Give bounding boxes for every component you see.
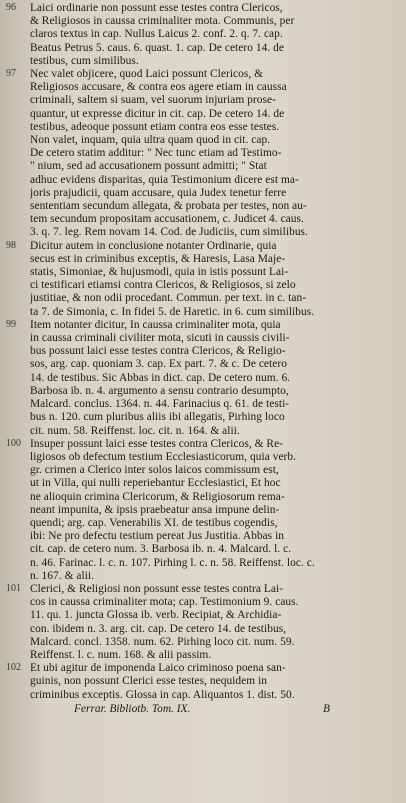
footer-signature: Ferrar. Bibliotb. Tom. IX. [74, 702, 191, 715]
text-line: statis, Simoniae, & hujusmodi, quia in istis possunt Lai- [30, 266, 289, 279]
text-line: sententiam secundum allegata, & probata per testes, non au- [30, 200, 307, 213]
paragraph-number: 96 [6, 2, 16, 13]
paragraph [6, 239, 400, 319]
text-line: Item notanter dicitur, In caussa criminaliter mota, quia [30, 318, 281, 331]
text-line: neant impunita, & ipsis praebeatur ansa impune delin- [30, 503, 280, 516]
text-line: bus possunt laici esse testes contra Clericos, & Religio- [30, 345, 286, 358]
text-line: guinis, non possunt Clerici esse testes, nequidem in [30, 675, 268, 688]
text-line: Malcard. concl. 1358. num. 62. Pirhing loco cit. num. 59. [30, 635, 295, 648]
paragraph-number: 98 [6, 239, 16, 251]
text-line: testibus, cum similibus. [30, 54, 139, 67]
text-line: Non valet, inquam, quia ultra quam quod in cit. cap. [30, 134, 271, 147]
text-line: criminibus exceptis. Glossa in cap. Aliquantos 1. dist. 50. [30, 688, 295, 701]
text-line: Clerici, & Religiosi non possunt esse testes contra Lai- [30, 582, 284, 595]
text-line: ut in Villa, qui nulli reperiebantur Ecclesiastici, Et hoc [30, 477, 281, 490]
text-line: " nium, sed ad accusationem possunt admitti; " Stat [30, 160, 267, 173]
text-line: testibus, adeoque possunt etiam contra eos esse testes. [30, 120, 280, 133]
text-line: 3. q. 7. leg. Rem novam 14. Cod. de Judiciis, cum similibus. [30, 226, 308, 239]
text-line: adhuc evidens disparitas, quia Testimonium dicere est ma- [30, 173, 299, 186]
paragraph-number: 102 [6, 662, 21, 674]
text-line: & Religiosos in caussa criminaliter mota. Communis, per [30, 15, 295, 28]
text-line: cos in caussa criminaliter mota; cap. Testimonium 9. caus. [30, 596, 299, 609]
text-line: bus n. 120. cum pluribus aliis ibi allegatis, Pirhing loco [30, 411, 285, 424]
text-line: Et ubi agitur de imponenda Laico criminoso poena san- [30, 662, 286, 675]
text-line: quantur, ut expresse dicitur in cit. cap. De cetero 14. de [30, 107, 285, 120]
text-line: criminali, saltem si suam, vel suorum injuriam prose- [30, 94, 276, 107]
text-line: con. ibidem n. 3. arg. cit. cap. De cetero 14. de testibus, [30, 622, 287, 635]
paragraph [6, 582, 400, 662]
text-line: Insuper possunt laici esse testes contra Clericos, & Re- [30, 437, 284, 450]
paragraph [6, 68, 400, 240]
text-line: cit. num. 58. Reiffenst. loc. cit. n. 164. & alii. [30, 424, 240, 437]
text-line: justitiae, & non odii procedant. Commun. per text. in c. tan- [30, 292, 307, 305]
text-line: Barbosa ib. n. 4. argumento a sensu contrario desumpto, [30, 384, 289, 397]
paragraph [6, 318, 400, 438]
text-line: Dicitur autem in conclusione notanter Ordinarie, quia [30, 239, 277, 252]
text-line: tem secundum propositam accusationem, c. Judicet 4. caus. [30, 213, 304, 226]
text-line: Religiosos accusare, & contra eos agere etiam in caussa [30, 81, 287, 94]
paragraph [6, 2, 400, 68]
text-line: secus est in criminibus exceptis, & Haresis, Lasa Maje- [30, 252, 286, 265]
text-line: 11. qu. 1. juncta Glossa ib. verb. Recipiat, & Archidia- [30, 609, 282, 622]
text-line: Nec valet objicere, quod Laici possunt Clericos, & [30, 68, 264, 81]
text-line: Reiffenst. l. c. num. 168. & alii passim. [30, 648, 212, 661]
footer-gathering-mark: B [323, 702, 330, 715]
text-line: Malcard. conclus. 1364. n. 44. Farinacius q. 61. de testi- [30, 398, 290, 411]
text-line: ta 7. de Simonia, c. In fidei 5. de Haretic. in 6. cum similibus. [30, 305, 315, 318]
paragraph-number: 99 [6, 318, 16, 330]
text-line: 14. de testibus. Sic Abbas in dict. cap. De cetero num. 6. [30, 371, 291, 384]
text-line: n. 46. Farinac. l. c. n. 107. Pirhing l. c. n. 58. Reiffenst. loc. c. [30, 556, 315, 569]
text-line: De cetero statim additur: " Nec tunc etiam ad Testimo- [30, 147, 282, 160]
text-line: quendi; arg. cap. Venerabilis XI. de testibus cogendis, [30, 516, 278, 529]
paragraph-number: 100 [6, 437, 21, 449]
text-line: ibi: Ne pro defectu testium pereat Jus Justitia. Abbas in [30, 530, 285, 543]
text-line: Beatus Petrus 5. caus. 6. quast. 1. cap. De cetero 14. de [30, 41, 285, 54]
paragraph [6, 662, 400, 702]
text-line: joris prajudicii, quam accusare, quia Judex tenetur ferre [30, 186, 287, 199]
text-line: Laici ordinarie non possunt esse testes contra Clericos, [30, 2, 283, 14]
text-line: ne alioquin crimina Clericorum, & Religiosorum rema- [30, 490, 285, 503]
paragraph [6, 437, 400, 583]
text-line: n. 167. & alii. [30, 569, 95, 582]
paragraph-number: 97 [6, 68, 16, 80]
text-line: gr. crimen a Clerico inter solos laicos commissum est, [30, 464, 279, 477]
text-line: ligiosos ob defectum testium Ecclesiasticorum, quia verb. [30, 450, 297, 463]
text-line: sos, arg. cap. quoniam 3. cap. Ex part. 7. & c. De cetero [30, 358, 287, 371]
paragraph-number: 101 [6, 582, 21, 594]
text-line: ci testificari etiamsi contra Clericos, & Religiosos, si zelo [30, 279, 296, 292]
text-line: cit. cap. de cetero num. 3. Barbosa ib. n. 4. Malcard. l. c. [30, 543, 292, 556]
text-line: claros textus in cap. Nullus Laicus 2. conf. 2. q. 7. cap. [30, 28, 283, 41]
text-line: in caussa criminali civiliter mota, sicuti in caussis civili- [30, 332, 290, 345]
page-footer [30, 703, 400, 716]
